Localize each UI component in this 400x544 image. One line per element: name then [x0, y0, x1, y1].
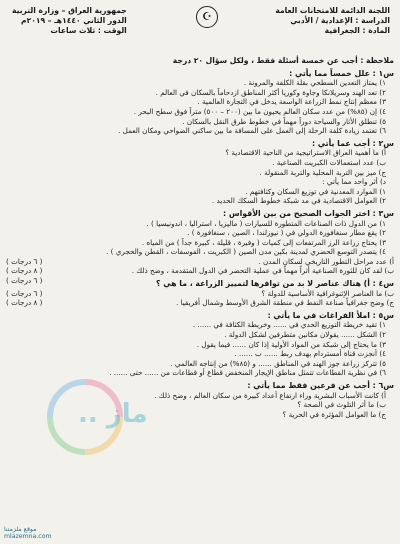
republic-seal-icon: ☪: [196, 6, 218, 28]
q5-item: ٣) ما يحتاج إلى شبكة من المواد الأولية إذا كان ...... فيما يقول .: [196, 339, 386, 349]
watermark-text: ماز ..: [78, 399, 148, 429]
q5-item: ٥) تتركز زراعة جوز الهند في المناطق ...... و (٨٥%) من إنتاجه العالمي .: [170, 358, 386, 368]
q3-row: [6, 266, 394, 276]
subject-line: المادة : الجغرافية: [324, 26, 390, 35]
header-right: [275, 6, 390, 36]
q5-title: س٥ : املأ الفراغات في ما يأتي :: [267, 310, 394, 320]
q3-mark: ( ٨ درجات ): [6, 266, 43, 276]
q4-c: ج) وضح جغرافياً صناعة النفط في منطقة الشرق الأوسط وشمال أفريقيا .: [176, 298, 394, 308]
q1-item: ٣) معظم إنتاج نمط الزراعة الواسعة يدخل في التجارة العالمية .: [197, 97, 386, 107]
q3-item: ٤) يتصدر التوسع الحضري لمدينة بكين مدن الصين ( الكبريت ، الفوسفات ، القطن والحجري ) .: [106, 247, 386, 257]
q1-title: س١ : علل خمساً مما يأتي :: [289, 68, 394, 78]
q5-item: ١) تقيد خريطة التوزيع الحدي في ...... وخريطة الكثافة في ...... .: [192, 320, 386, 330]
q4-mark: ( ٨ درجات ): [6, 298, 43, 308]
q5-item: ٢) الشكل ...... يقولان مكانين متطرفين لشكل الدولة .: [224, 330, 386, 340]
q2-d-item: ١) الموارد المعدنية في توزيع السكان وكثافتهم .: [245, 186, 386, 196]
q4-row: [6, 276, 394, 289]
site-name: موقع ملزمتنا: [4, 526, 37, 533]
q4-row: [6, 289, 394, 299]
q1-item: ١) يمتاز التعدين السطحي بقلة الكلفة والمرونة .: [243, 78, 386, 88]
q1-item: ٢) تعد الهند وسريلانكا وجاوة وكوريا أكثر المناطق ازدحاماً بالسكان في العالم .: [155, 87, 386, 97]
q3-item: ٢) يقع مطار سنغافورة الدولي في ( نيوزلندا ، الصين ، سنغافورة ) .: [187, 228, 386, 238]
time-line: الوقت : ثلاث ساعات: [50, 26, 127, 35]
ministry-line: جمهورية العراق – وزارة التربية: [12, 6, 127, 15]
q2-title: س٢ : أجب عما يأتي :: [311, 138, 394, 148]
q1-item: ٥) تنطلق الأثار والسياحة دوراً مهماً في خطوط طرق النقل بالسكان .: [182, 116, 386, 126]
q2-d-item: ٢) العوامل الاقتصادية في مد شبكة خطوط السكك الحديد .: [211, 196, 386, 206]
header-left: [12, 6, 127, 36]
exam-note: ملاحظة : أجب عن خمسة أسئلة فقط ، ولكل سؤال ٢٠ درجة: [172, 56, 394, 65]
exam-header: [6, 4, 394, 56]
q2-c: ج) ميز بين التربة المحلية والتربة المنقولة .: [259, 167, 386, 177]
q6-item: ب) ما أثر التلوث في الصحة ؟: [297, 400, 386, 410]
q3-item: ٣) يحتاج زراعة الرز المرتفعات إلى كميات ( وفيرة ، قليلة ، كبيرة جداً ) من المياه .: [141, 237, 386, 247]
site-url: mlazemna.com: [4, 533, 52, 540]
q6-item: ج) ما العوامل المؤثرة في الحرية ؟: [282, 409, 386, 419]
q2-b: ب) عدد استعمالات الكبريت الصناعية .: [272, 157, 386, 167]
q4-mark: ( ٦ درجات ): [6, 276, 43, 286]
q1-item: ٤) إن (٨٥%) من عدد سكان العالم يحيون ما بين (٢٠٠ – ٥٠٠) متراً فوق سطح البحر .: [133, 106, 386, 116]
q5-item: ٦) في نظرية القطاعات تتمثل مناطق الإيجار المنخفض قطاع أو قطاعات من ...... حتى ...... .: [109, 368, 386, 378]
q4-mark: ( ٦ درجات ): [6, 288, 43, 298]
q5-item: ٤) أنجزت قناة أمستردام بهدف ربط ...... ب ...... .: [234, 349, 386, 359]
site-logo[interactable]: [4, 526, 52, 540]
q4-b: ب) ما العناصر الإثنوغرافية الأساسية للدولة ؟: [261, 288, 394, 298]
q4-row: [6, 298, 394, 308]
q2-d: د) أثر واحد مما يأتي :: [322, 177, 386, 187]
committee-line: اللجنة الدائمة للامتحانات العامة: [275, 6, 390, 15]
q6-item: أ) كانت الأسباب البشرية وراء ارتفاع أعداد كبيرة من سكان العالم ، وضح ذلك .: [154, 390, 386, 400]
q3-item: ب) لقد كان للثورة الصناعية أثراً مهماً في عملية التحضر في الدول المتقدمة ، وضح ذلك .: [131, 266, 394, 276]
q3-mark: ( ٦ درجات ): [6, 256, 43, 266]
q6-title: س٦ : أجب عن فرعين فقط مما يأتي :: [247, 381, 394, 390]
q3-title: س٣ : اختر الجواب الصحيح من بين الأقواس :: [222, 208, 394, 218]
q3-item: ١) من الدول ذات الصناعات المتطورة للسيارات ( ماليزيا ، استراليا ، اندونيسيا ) .: [146, 218, 386, 228]
q1-item: ٦) تعتمد زيادة كلفة الرحلة إلى العمل على المسافة ما بين ساكني الضواحي ومكان العمل .: [118, 126, 386, 136]
q4-title: س٤ : أ) هناك عناصر لا بد من توافرها لتمييز الزراعة ، ما هي ؟: [156, 279, 394, 289]
q3-item: أ) عدد مراحل التطور التاريخي لسكان المدن .: [258, 256, 394, 266]
study-line: الدراسة : الإعدادية / الأدبي: [290, 16, 390, 25]
session-line: الدور الثاني ١٤٤٠هـ – ٢٠١٩م: [20, 16, 127, 25]
q2-a: أ) ما أهمية العراق الاستراتيجية من الناحية الاقتصادية ؟: [225, 148, 386, 158]
